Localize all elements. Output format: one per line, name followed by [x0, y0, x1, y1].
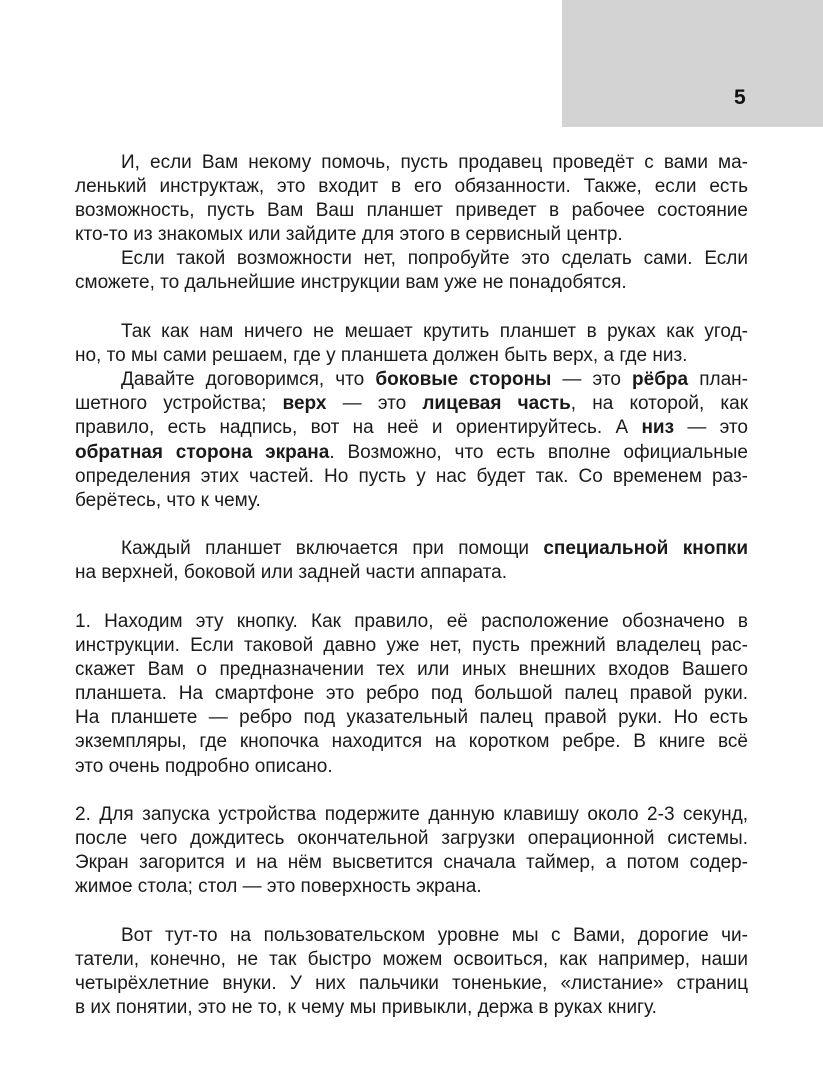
text-line — [75, 175, 748, 199]
text-run: экземпляры, где кнопочка находится на коротком ребре. В книге всё — [75, 731, 748, 753]
text-run: Каждый планшет включается при помощи — [121, 538, 544, 560]
paragraph — [75, 247, 748, 295]
text-line — [75, 924, 748, 948]
bold-text: рёбра — [632, 369, 689, 391]
text-line — [75, 948, 748, 972]
text-run: возможность, пусть Вам Ваш планшет приведет в рабочее состояние — [75, 200, 748, 222]
text-run: шетного устройства; — [75, 393, 283, 415]
text-line — [75, 247, 748, 271]
text-line — [75, 368, 748, 392]
text-run: Так как нам ничего не мешает крутить планшет в руках как угод- — [121, 321, 748, 343]
text-line — [75, 610, 748, 634]
text-line — [75, 851, 748, 875]
text-line — [75, 827, 748, 851]
bold-text: боковые стороны — [375, 369, 552, 391]
text-line — [75, 730, 748, 754]
text-line — [75, 634, 748, 658]
text-line — [75, 489, 748, 513]
text-run: — это — [551, 369, 633, 391]
text-line — [75, 199, 748, 223]
text-run: Давайте договоримся, что — [121, 369, 376, 391]
text-run: Вот тут-то на пользовательском уровне мы с Вами, дорогие чи- — [121, 925, 748, 947]
text-run: это очень подробно описано. — [75, 755, 333, 777]
text-line — [75, 271, 748, 295]
paragraph — [75, 151, 748, 247]
bold-text: лицевая часть — [422, 393, 571, 415]
text-line — [75, 344, 748, 368]
text-run: на верхней, боковой или задней части аппарата. — [75, 562, 507, 584]
text-run: 2. Для запуска устройства подержите данную клавишу около 2-3 секунд, — [75, 804, 748, 826]
text-run: определения этих частей. Но пусть у нас будет так. Со временем раз- — [75, 465, 748, 487]
text-line — [75, 465, 748, 489]
text-line — [75, 706, 748, 730]
page-number: 5 — [734, 86, 746, 109]
text-line — [75, 151, 748, 175]
text-line — [75, 223, 748, 247]
text-run: скажет Вам о предназначении тех или иных внешних входов Вашего — [75, 659, 748, 681]
text-run: Экран загорится и на нём высветится сначала таймер, а потом содер- — [75, 852, 748, 874]
text-run: 1. Находим эту кнопку. Как правило, её расположение обозначено в — [75, 611, 748, 632]
paragraph — [75, 803, 748, 899]
text-line — [75, 416, 748, 440]
paragraph — [75, 537, 748, 585]
text-line — [75, 875, 748, 899]
text-run: На планшете — ребро под указательный палец правой руки. Но есть — [75, 707, 748, 729]
page-number-box — [562, 0, 823, 127]
bold-text: низ — [641, 417, 675, 439]
bold-text: верх — [282, 393, 327, 415]
paragraph — [75, 610, 748, 779]
text-run: жимое стола; стол — это поверхность экрана. — [75, 876, 482, 898]
bold-text: обратная сторона экрана — [75, 441, 330, 463]
paragraph — [75, 320, 748, 368]
body-text — [75, 151, 748, 1020]
paragraph — [75, 924, 748, 1020]
text-run: , на которой, как — [570, 393, 748, 415]
text-line — [75, 803, 748, 827]
text-line — [75, 755, 748, 779]
text-run: татели, конечно, не так быстро можем освоиться, как например, наши — [75, 949, 748, 971]
text-run: но, то мы сами решаем, где у планшета должен быть верх, а где низ. — [75, 345, 688, 367]
text-line — [75, 561, 748, 585]
text-line — [75, 537, 748, 561]
text-run: сможете, то дальнейшие инструкции вам уже не понадобятся. — [75, 272, 627, 294]
text-run: в их понятии, это не то, к чему мы привыкли, держа в руках книгу. — [75, 997, 657, 1019]
text-run: берётесь, что к чему. — [75, 489, 261, 511]
text-run: план- — [688, 369, 748, 391]
text-line — [75, 972, 748, 996]
text-run: правило, есть надпись, вот на неё и ориентируйтесь. А — [75, 417, 642, 439]
bold-text: специальной кнопки — [543, 538, 748, 560]
text-run: планшета. На смартфоне это ребро под большой палец правой руки. — [75, 683, 748, 705]
text-run: после чего дождитесь окончательной загрузки операционной системы. — [75, 828, 748, 850]
text-run: И, если Вам некому помочь, пусть продавец проведёт с вами ма- — [121, 152, 748, 173]
text-run: . Возможно, что есть вполне официальные — [329, 441, 748, 463]
text-line — [75, 392, 748, 416]
text-line — [75, 682, 748, 706]
paragraph — [75, 368, 748, 513]
text-run: инструкции. Если таковой давно уже нет, пусть прежний владелец рас- — [75, 635, 748, 657]
text-run: — это — [674, 417, 748, 439]
text-run: Если такой возможности нет, попробуйте это сделать сами. Если — [121, 248, 748, 270]
text-run: четырёхлетние внуки. У них пальчики тоненькие, «листание» страниц — [75, 973, 748, 995]
text-run: кто-то из знакомых или зайдите для этого в сервисный центр. — [75, 224, 623, 246]
text-line — [75, 441, 748, 465]
text-line — [75, 658, 748, 682]
text-line — [75, 996, 748, 1020]
text-run: ленький инструктаж, это входит в его обязанности. Также, если есть — [75, 176, 748, 198]
text-line — [75, 320, 748, 344]
text-run: — это — [326, 393, 423, 415]
